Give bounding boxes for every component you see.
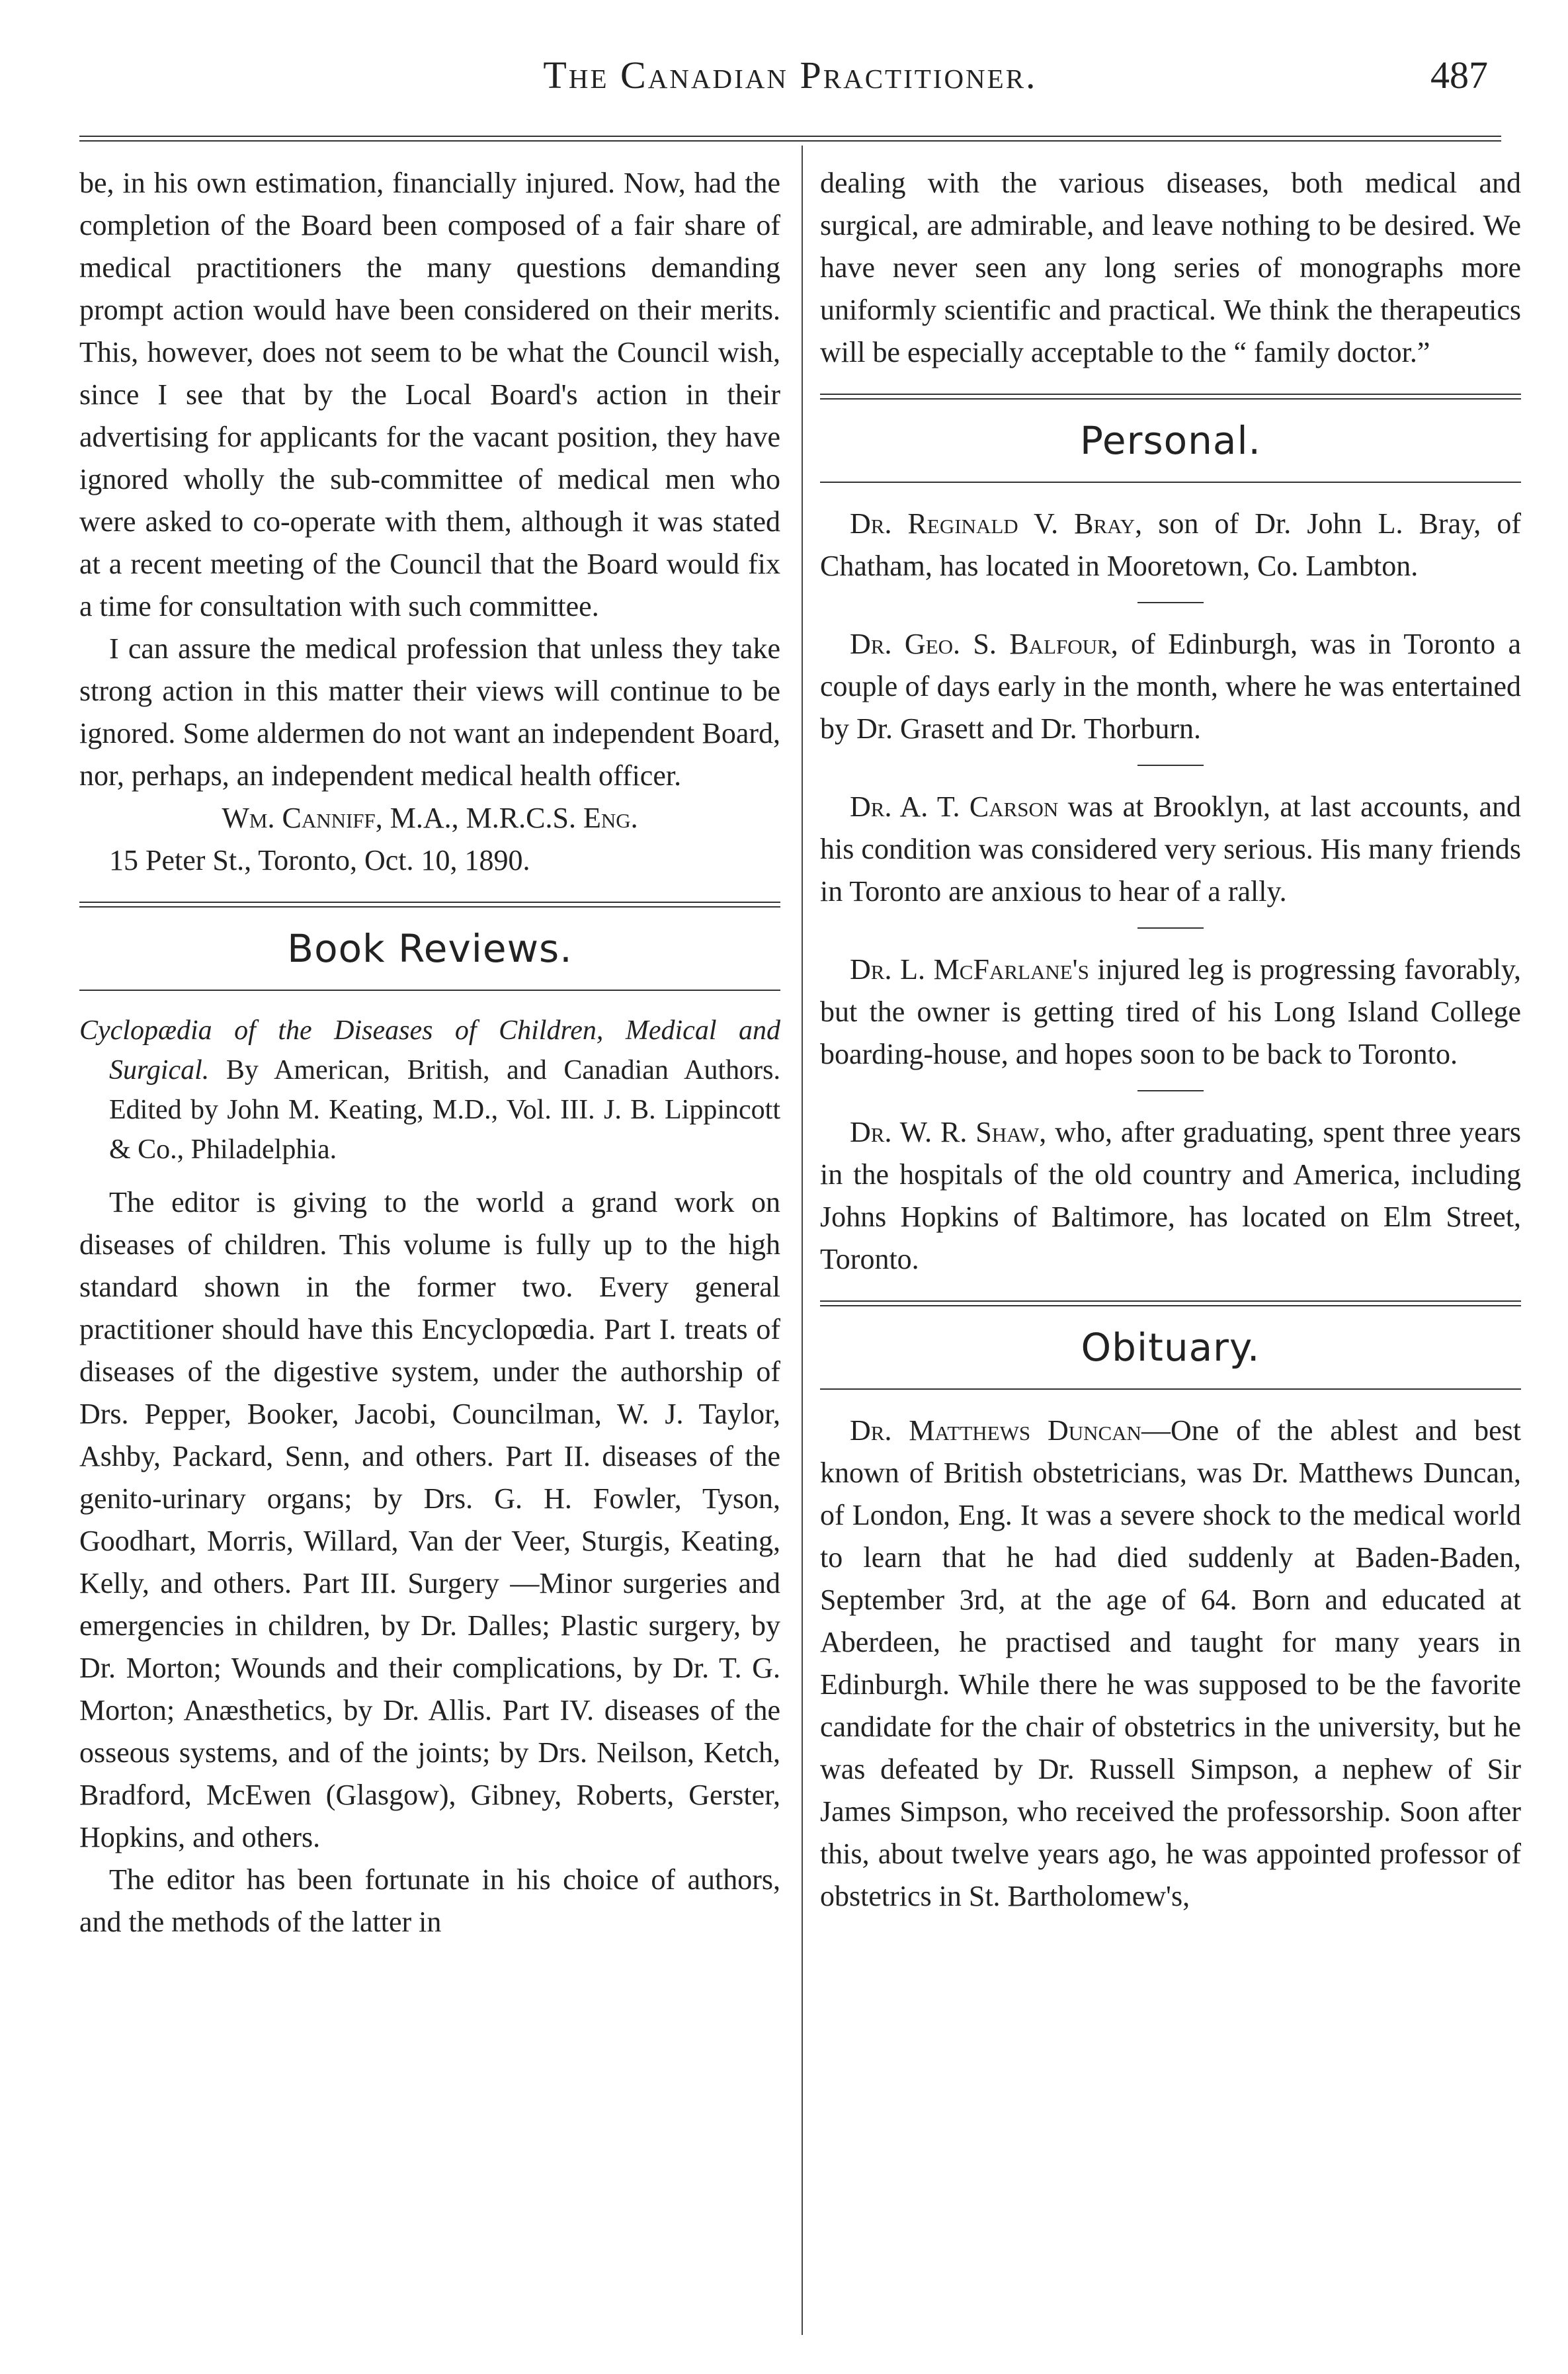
book-details: By American, British, and Canadian Authors. Edited by John M. Keating, M.D., Vol. III. J. B. Lippincott & Co., Philadelphia. bbox=[109, 1055, 781, 1165]
obituary-paragraph bbox=[820, 1410, 1521, 1918]
person-name: Dr. W. R. Shaw, bbox=[850, 1116, 1047, 1148]
section-rule bbox=[79, 902, 780, 908]
header-rule bbox=[79, 136, 1501, 142]
personal-item bbox=[820, 503, 1521, 587]
page-header bbox=[79, 53, 1501, 112]
item-separator bbox=[1137, 765, 1204, 766]
right-column bbox=[820, 162, 1521, 1918]
section-rule bbox=[820, 1300, 1521, 1306]
letter-paragraph: I can assure the medical profession that unless they take strong action in this matter their views will continue to be ignored. Some aldermen do not want an independent Board, nor, perhaps, an independent medical health officer. bbox=[79, 632, 780, 792]
section-rule bbox=[820, 1388, 1521, 1390]
section-title-obituary: Obituary. bbox=[1081, 1325, 1260, 1370]
column-divider bbox=[802, 146, 803, 2335]
personal-text: injured leg is progressing favorably, but the owner is getting tired of his Long Island College boarding-house, and hopes soon to be back to Toronto. bbox=[820, 953, 1521, 1070]
section-title-book-reviews: Book Reviews. bbox=[287, 926, 573, 971]
obituary-text: —One of the ablest and best known of British obstetricians, was Dr. Matthews Duncan, of London, Eng. It was a severe shock to the medical world to learn that he had died suddenly at Baden-Baden, September 3rd, at the age of 64. Born and educated at Aberdeen, he practised and taught for many years in Edinburgh. While there he was supposed to be the favorite candidate for the chair of obstetrics in the university, but he was defeated by Dr. Russell Simpson, a nephew of Sir James Simpson, who received the professorship. Soon after this, about twelve years ago, he was appointed professor of obstetrics in St. Bartholomew's, bbox=[820, 1414, 1521, 1912]
item-separator bbox=[1137, 1090, 1204, 1091]
section-rule bbox=[820, 394, 1521, 400]
personal-text: who, after graduating, spent three years in the hospitals of the old country and America, including Johns Hopkins of Baltimore, has located on Elm Street, Toronto. bbox=[820, 1116, 1521, 1275]
person-name: Dr. L. McFarlane's bbox=[850, 953, 1089, 986]
personal-item bbox=[820, 623, 1521, 750]
personal-item bbox=[820, 786, 1521, 913]
personal-item bbox=[820, 1111, 1521, 1281]
personal-text: of Edinburgh, was in Toronto a couple of days early in the month, where he was entertained by Dr. Grasett and Dr. Thorburn. bbox=[820, 628, 1521, 745]
item-separator bbox=[1137, 927, 1204, 929]
section-rule bbox=[79, 990, 780, 991]
book-citation bbox=[79, 1011, 780, 1169]
letter-signature: Wm. Canniff, M.A., M.R.C.S. Eng. bbox=[222, 802, 638, 834]
personal-item bbox=[820, 949, 1521, 1076]
review-paragraph: The editor is giving to the world a grand work on diseases of children. This volume is fully up to the high standard shown in the former two. Every general practitioner should have this Encyclopœdia. Part I. treats of diseases of the digestive system, under the authorship of Drs. Pepper, Booker, Jacobi, Councilman, W. J. Taylor, Ashby, Packard, Senn, and others. Part II. diseases of the genito-urinary organs; by Drs. G. H. Fowler, Tyson, Goodhart, Morris, Willard, Van der Veer, Sturgis, Keating, Kelly, and others. Part III. Surgery —Minor surgeries and emergencies in children, by Dr. Dalles; Plastic surgery, by Dr. Morton; Wounds and their complications, by Dr. T. G. Morton; Anæsthetics, by Dr. Allis. Part IV. diseases of the osseous systems, and of the joints; by Drs. Neilson, Ketch, Bradford, McEwen (Glasgow), Gibney, Roberts, Gerster, Hopkins, and others. bbox=[79, 1186, 780, 1853]
person-name: Dr. Reginald V. Bray, bbox=[850, 507, 1143, 540]
review-paragraph: The editor has been fortunate in his choice of authors, and the methods of the latter in bbox=[79, 1863, 780, 1938]
deceased-name: Dr. Matthews Duncan bbox=[850, 1414, 1141, 1447]
running-title: The Canadian Practitioner. bbox=[543, 54, 1038, 97]
left-column bbox=[79, 162, 780, 1943]
review-paragraph: dealing with the various diseases, both medical and surgical, are admirable, and leave nothing to be desired. We have never seen any long series of monographs more uniformly scientific and practical. We think the therapeutics will be especially acceptable to the “ family doctor.” bbox=[820, 167, 1521, 368]
person-name: Dr. Geo. S. Balfour, bbox=[850, 628, 1118, 660]
personal-text: was at Brooklyn, at last accounts, and his condition was considered very serious. His many friends in Toronto are anxious to hear of a rally. bbox=[820, 790, 1521, 908]
book-title: Cyclopædia of the Diseases of Children, Medical and Surgical. bbox=[79, 1015, 780, 1085]
person-name: Dr. A. T. Carson bbox=[850, 790, 1059, 823]
personal-text: son of Dr. John L. Bray, of Chatham, has located in Mooretown, Co. Lambton. bbox=[820, 507, 1521, 582]
letter-paragraph: be, in his own estimation, financially injured. Now, had the completion of the Board been composed of a fair share of medical practitioners the many questions demanding prompt action would have been considered on their merits. This, however, does not seem to be what the Council wish, since I see that by the Local Board's action in their advertising for applicants for the vacant position, they have ignored wholly the sub-committee of medical men who were asked to co-operate with them, although it was stated at a recent meeting of the Council that the Board would fix a time for consultation with such committee. bbox=[79, 167, 780, 622]
letter-address: 15 Peter St., Toronto, Oct. 10, 1890. bbox=[109, 844, 530, 876]
section-title-personal: Personal. bbox=[1080, 418, 1261, 463]
item-separator bbox=[1137, 602, 1204, 603]
section-rule bbox=[820, 482, 1521, 483]
page-number: 487 bbox=[1430, 54, 1488, 97]
